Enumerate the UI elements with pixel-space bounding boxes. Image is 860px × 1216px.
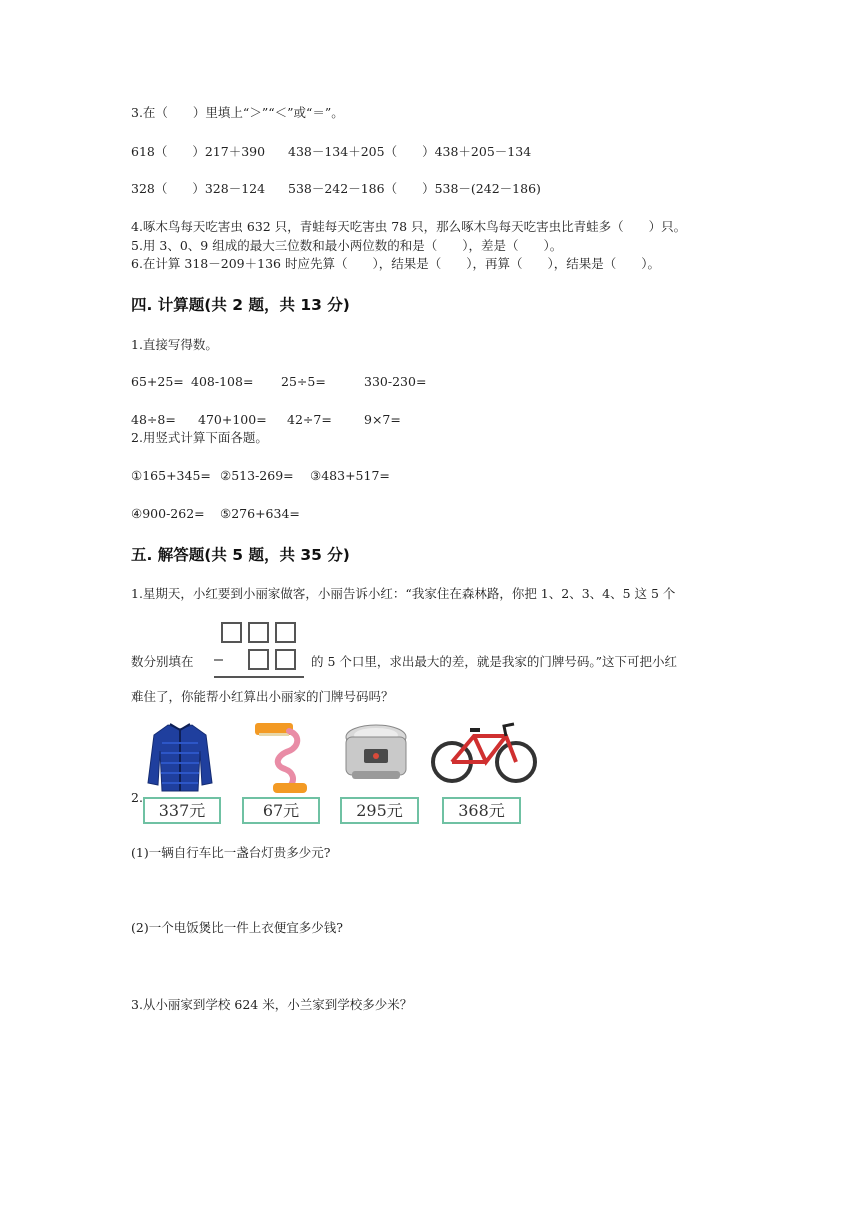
blank-box bbox=[275, 622, 296, 643]
calc-item: 42÷7= bbox=[287, 412, 332, 427]
calc-item: 65+25= bbox=[131, 374, 184, 389]
subtraction-box-figure bbox=[214, 622, 304, 680]
blank-box bbox=[248, 649, 269, 670]
price-tag-rice-cooker: 295元 bbox=[340, 797, 419, 824]
blank-box bbox=[275, 649, 296, 670]
calc-item: 9×7= bbox=[364, 412, 401, 427]
q5-1-line2-b: 的 5 个口里，求出最大的差，就是我家的门牌号码。”这下可把小红 bbox=[311, 654, 678, 669]
q5-2-number: 2. bbox=[131, 790, 143, 805]
price-tag-jacket: 337元 bbox=[143, 797, 221, 824]
q4-text: 4.啄木鸟每天吃害虫 632 只，青蛙每天吃害虫 78 只，那么啄木鸟每天吃害虫比青蛙多（ ）只。 bbox=[131, 219, 687, 234]
q3-title: 3.在（ ）里填上“＞”“＜”或“＝”。 bbox=[131, 105, 344, 120]
price-tag-bicycle: 368元 bbox=[442, 797, 521, 824]
calc-vertical-item: ①165+345= bbox=[131, 468, 211, 483]
calc-vertical-item: ②513-269= bbox=[220, 468, 294, 483]
blank-box bbox=[221, 622, 242, 643]
result-line bbox=[214, 676, 304, 678]
price-tag-lamp: 67元 bbox=[242, 797, 320, 824]
desk-lamp-icon bbox=[251, 717, 313, 795]
q3-row1-a: 618（ ）217＋390 bbox=[131, 144, 266, 159]
calc-item: 25÷5= bbox=[281, 374, 326, 389]
q6-text: 6.在计算 318－209＋136 时应先算（ ），结果是（ ），再算（ ），结果是（ ）。 bbox=[131, 256, 660, 271]
section4-heading: 四. 计算题(共 2 题，共 13 分) bbox=[131, 296, 350, 314]
calc-vertical-item: ⑤276+634= bbox=[220, 506, 300, 521]
jacket-icon bbox=[146, 721, 214, 793]
calc-item: 330-230= bbox=[364, 374, 427, 389]
q5-1-line2-a: 数分别填在 bbox=[131, 654, 194, 669]
rice-cooker-icon bbox=[342, 721, 410, 783]
calc-vertical-item: ③483+517= bbox=[310, 468, 390, 483]
calc-vertical-item: ④900-262= bbox=[131, 506, 205, 521]
calc-direct-title: 1.直接写得数。 bbox=[131, 337, 218, 352]
q5-1-line3: 难住了，你能帮小红算出小丽家的门牌号码吗？ bbox=[131, 689, 394, 704]
bicycle-icon bbox=[430, 720, 538, 786]
q5-text: 5.用 3、0、9 组成的最大三位数和最小两位数的和是（ ），差是（ ）。 bbox=[131, 238, 563, 253]
section5-heading: 五. 解答题(共 5 题，共 35 分) bbox=[131, 546, 350, 564]
q5-2-sub1: (1)一辆自行车比一盏台灯贵多少元? bbox=[131, 845, 331, 860]
calc-item: 408-108= bbox=[191, 374, 254, 389]
q5-1-line1: 1.星期天，小红要到小丽家做客，小丽告诉小红：“我家住在森林路，你把 1、2、3、4、5 这 5 个 bbox=[131, 586, 676, 601]
q5-3-text: 3.从小丽家到学校 624 米，小兰家到学校多少米？ bbox=[131, 997, 413, 1012]
calc-vertical-title: 2.用竖式计算下面各题。 bbox=[131, 430, 268, 445]
q3-row2-b: 538－242－186（ ）538－(242－186) bbox=[288, 181, 541, 196]
q3-row1-b: 438－134＋205（ ）438＋205－134 bbox=[288, 144, 532, 159]
calc-item: 48÷8= bbox=[131, 412, 176, 427]
minus-sign bbox=[214, 659, 223, 661]
q5-2-sub2: (2)一个电饭煲比一件上衣便宜多少钱? bbox=[131, 920, 343, 935]
blank-box bbox=[248, 622, 269, 643]
calc-item: 470+100= bbox=[198, 412, 267, 427]
q3-row2-a: 328（ ）328－124 bbox=[131, 181, 266, 196]
